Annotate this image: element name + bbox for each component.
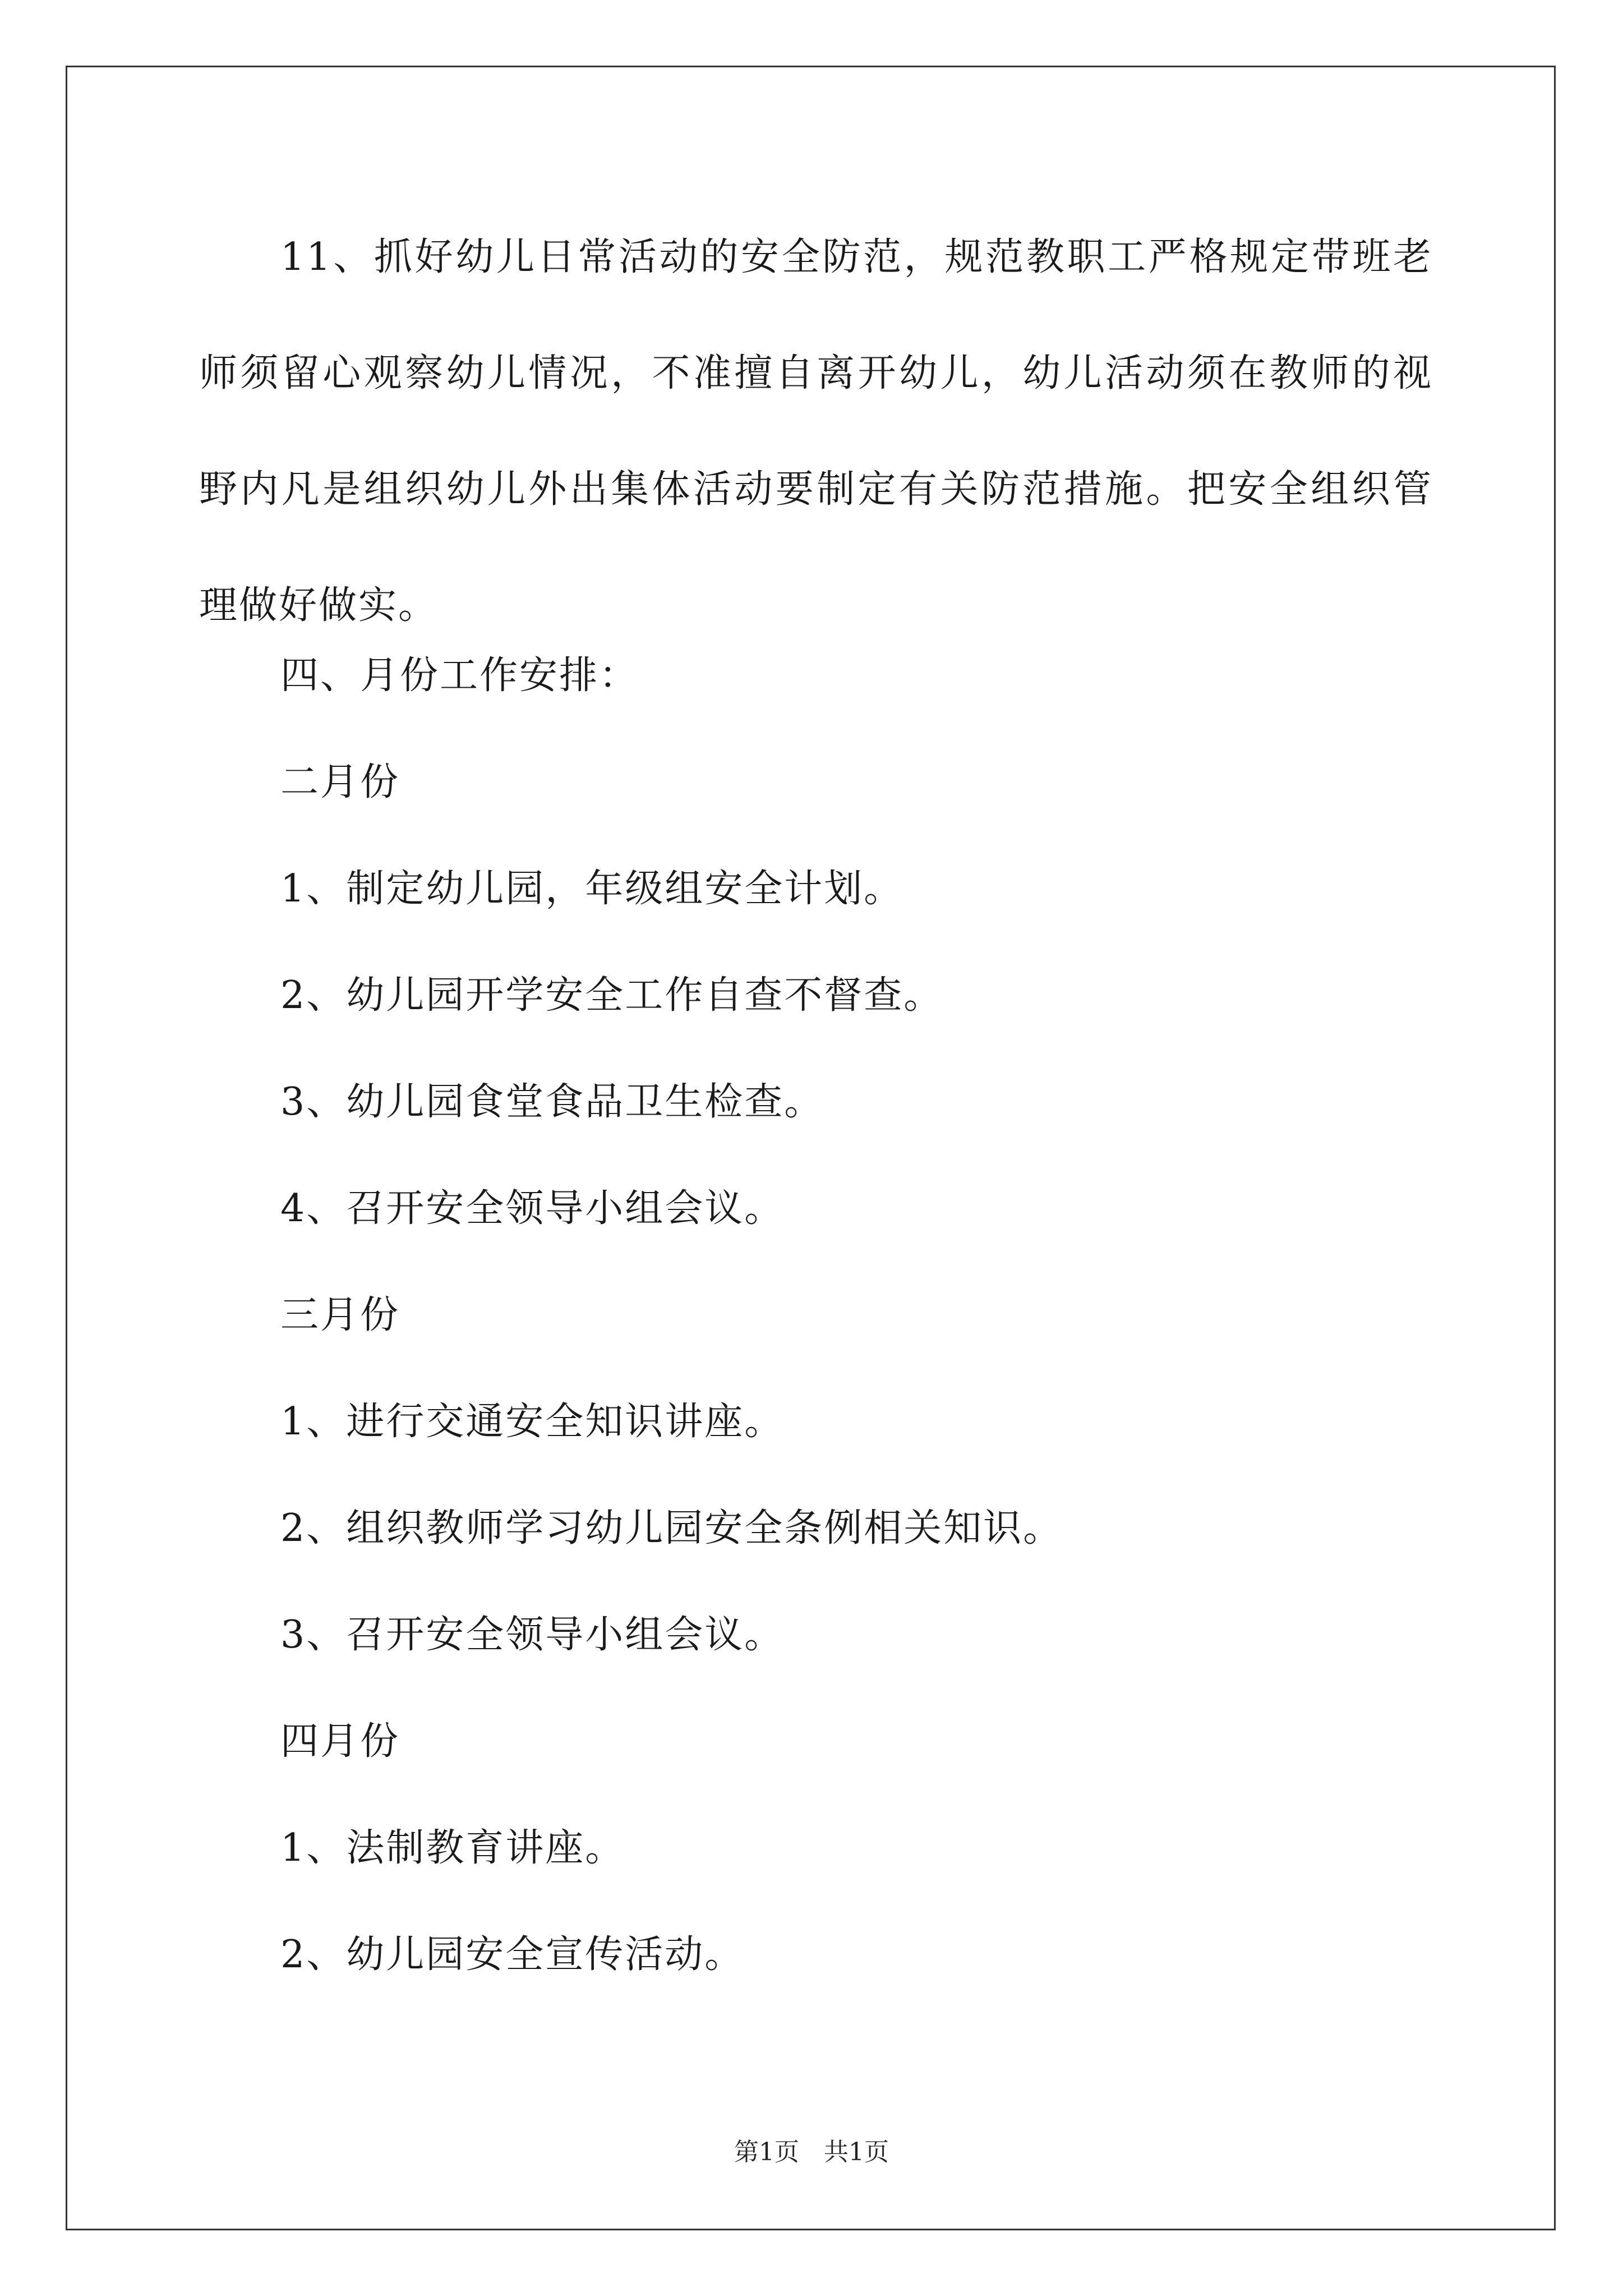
paragraph-safety-item-11: 11、抓好幼儿日常活动的安全防范，规范教职工严格规定带班老师须留心观察幼儿情况，不准擅自离开幼儿，幼儿活动须在教师的视野内凡是组织幼儿外出集体活动要制定有关防范措施。把安全组织管理做好做实。 <box>199 235 1433 628</box>
list-item: 3、召开安全领导小组会议。 <box>280 1613 785 1657</box>
section-heading-monthly-plan: 四、月份工作安排： <box>280 654 639 698</box>
list-item: 1、制定幼儿园，年级组安全计划。 <box>280 867 904 911</box>
list-item: 1、进行交通安全知识讲座。 <box>280 1400 785 1444</box>
list-item: 2、组织教师学习幼儿园安全条例相关知识。 <box>280 1506 1063 1550</box>
month-heading-march: 三月份 <box>280 1293 400 1337</box>
list-item: 4、召开安全领导小组会议。 <box>280 1186 785 1231</box>
list-item: 2、幼儿园开学安全工作自查不督查。 <box>280 973 944 1018</box>
list-item: 3、幼儿园食堂食品卫生检查。 <box>280 1080 824 1124</box>
list-item: 1、法制教育讲座。 <box>280 1826 625 1870</box>
page-number-footer: 第1页 共1页 <box>734 2138 889 2166</box>
month-heading-february: 二月份 <box>280 760 400 804</box>
month-heading-april: 四月份 <box>280 1719 400 1764</box>
list-item: 2、幼儿园安全宣传活动。 <box>280 1932 745 1977</box>
